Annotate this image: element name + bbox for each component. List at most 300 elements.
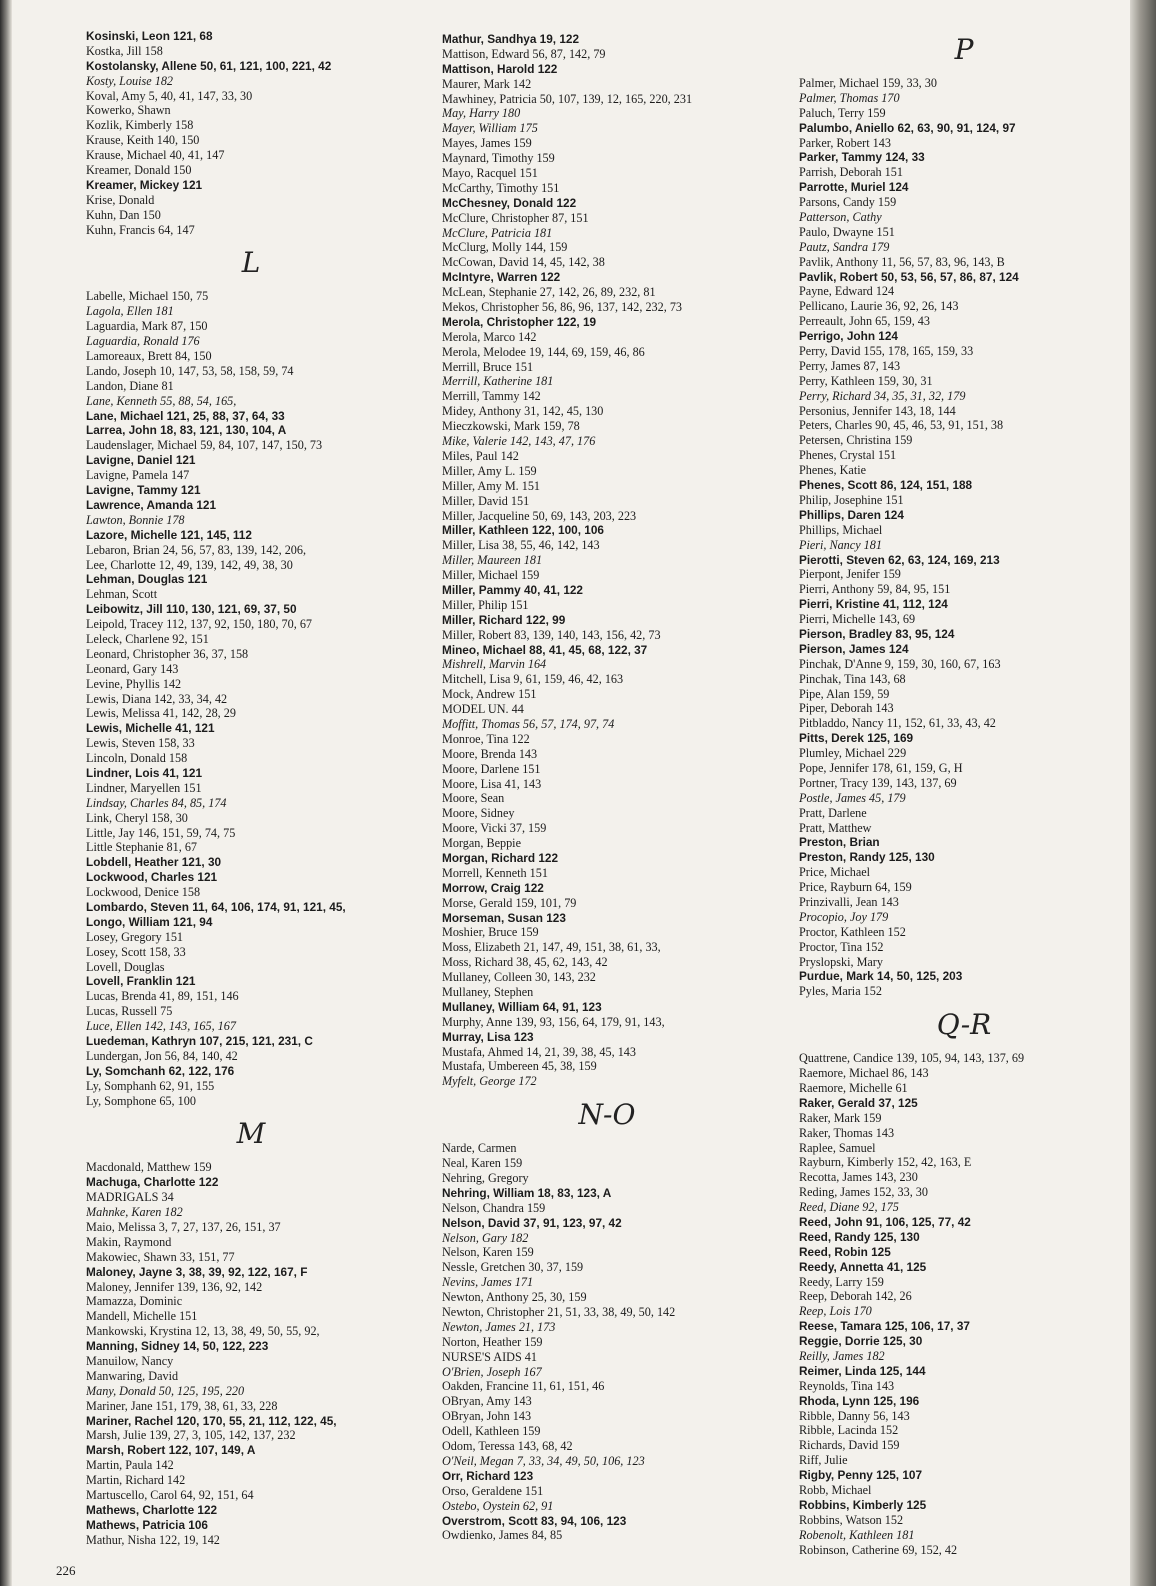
index-entry: Murphy, Anne 139, 93, 156, 64, 179, 91, 143, [442, 1014, 665, 1029]
index-entry: Morse, Gerald 159, 101, 79 [442, 895, 577, 910]
index-entry: Phenes, Katie [799, 463, 867, 478]
index-entry: Losey, Gregory 151 [86, 929, 184, 944]
index-entry: Robb, Michael [799, 1483, 872, 1498]
index-entry: Parrish, Deborah 151 [799, 165, 903, 180]
index-entry: Plumley, Michael 229 [799, 746, 907, 761]
index-entry: Kreamer, Donald 150 [86, 163, 192, 178]
index-entry: Landon, Diane 81 [86, 378, 174, 393]
index-entry: Moss, Elizabeth 21, 147, 49, 151, 38, 61, 33, [442, 940, 661, 955]
index-entry: Pryslopski, Mary [799, 954, 883, 969]
index-entry: Makowiec, Shawn 33, 151, 77 [86, 1249, 235, 1264]
index-entry: Pinchak, D'Anne 9, 159, 30, 160, 67, 163 [799, 656, 1001, 671]
index-entry: Morrell, Kenneth 151 [442, 865, 548, 880]
index-entry: Lavigne, Daniel 121 [86, 453, 196, 468]
index-entry: Pierri, Michelle 143, 69 [799, 612, 916, 627]
index-entry: Mathews, Charlotte 122 [86, 1502, 218, 1517]
index-entry: Robenolt, Kathleen 181 [799, 1527, 915, 1542]
index-entry: Palumbo, Aniello 62, 63, 90, 91, 124, 97 [799, 120, 1016, 135]
index-entry: Kosty, Louise 182 [86, 73, 174, 88]
index-entry: McClure, Christopher 87, 151 [442, 210, 589, 225]
index-entry: Moffitt, Thomas 56, 57, 174, 97, 74 [442, 716, 615, 731]
index-entry: Perrigo, John 124 [799, 329, 898, 344]
index-entry: Raemore, Michael 86, 143 [799, 1066, 929, 1081]
index-entry: Parrotte, Muriel 124 [799, 180, 909, 195]
index-entry: Perry, James 87, 143 [799, 358, 901, 373]
index-entry: Kreamer, Mickey 121 [86, 177, 203, 192]
index-entry: Miller, Amy M. 151 [442, 478, 541, 493]
index-entry: Machuga, Charlotte 122 [86, 1175, 219, 1190]
book-binding-shadow [0, 0, 12, 1586]
index-entry: Reed, Diane 92, 175 [799, 1200, 899, 1215]
index-entry: Reep, Lois 170 [799, 1304, 872, 1319]
index-entry: Miller, Richard 122, 99 [442, 612, 566, 627]
index-entry: Miller, Robert 83, 139, 140, 143, 156, 42, 73 [442, 627, 661, 642]
index-entry: Pitbladdo, Nancy 11, 152, 61, 33, 43, 42 [799, 716, 996, 731]
index-entry: Pyles, Maria 152 [799, 984, 882, 999]
index-entry: Macdonald, Matthew 159 [86, 1160, 212, 1175]
index-entry: Mathur, Nisha 122, 19, 142 [86, 1532, 220, 1547]
index-entry: Lewis, Michelle 41, 121 [86, 721, 215, 736]
index-entry: Ly, Somchanh 62, 122, 176 [86, 1063, 235, 1078]
index-entry: Pierson, Bradley 83, 95, 124 [799, 626, 955, 641]
index-entry: Moore, Sidney [442, 806, 515, 821]
index-entry: Postle, James 45, 179 [799, 790, 906, 805]
index-entry: Larrea, John 18, 83, 121, 130, 104, A [86, 423, 287, 438]
index-entry: Orr, Richard 123 [442, 1468, 534, 1483]
index-entry: Maynard, Timothy 159 [442, 151, 555, 166]
index-entry: Philip, Josephine 151 [799, 492, 904, 507]
index-entry: Purdue, Mark 14, 50, 125, 203 [799, 969, 963, 984]
index-entry: Miller, Amy L. 159 [442, 463, 537, 478]
index-entry: MADRIGALS 34 [86, 1190, 174, 1205]
index-entry: Raemore, Michelle 61 [799, 1081, 908, 1095]
index-entry: OBryan, John 143 [442, 1409, 532, 1424]
index-entry: Lane, Kenneth 55, 88, 54, 165, [86, 393, 237, 408]
index-entry: Reed, John 91, 106, 125, 77, 42 [799, 1215, 971, 1230]
index-entry: Reep, Deborah 142, 26 [799, 1289, 912, 1304]
index-entry: Mishrell, Marvin 164 [442, 657, 547, 672]
index-entry: Mattison, Harold 122 [442, 61, 558, 76]
index-entry: Krause, Keith 140, 150 [86, 133, 200, 148]
index-entry: Leonard, Christopher 36, 37, 158 [86, 646, 249, 661]
index-entry: Krause, Michael 40, 41, 147 [86, 148, 225, 163]
index-entry: Piper, Deborah 143 [799, 701, 894, 716]
index-entry: Oakden, Francine 11, 61, 151, 46 [442, 1379, 605, 1394]
index-entry: Reding, James 152, 33, 30 [799, 1185, 928, 1200]
index-entry: Marsh, Julie 139, 27, 3, 105, 142, 137, 232 [86, 1428, 296, 1443]
index-entry: Raker, Thomas 143 [799, 1125, 895, 1140]
index-entry: Labelle, Michael 150, 75 [86, 289, 209, 304]
index-entry: Rhoda, Lynn 125, 196 [799, 1393, 920, 1408]
index-entry: Pratt, Matthew [799, 820, 872, 835]
index-entry: O'Brien, Joseph 167 [442, 1364, 542, 1379]
index-entry: Newton, Christopher 21, 51, 33, 38, 49, 50, 142 [442, 1305, 676, 1320]
index-entry: Laguardia, Mark 87, 150 [86, 319, 208, 334]
index-entry: Raplee, Samuel [799, 1140, 876, 1155]
index-entry: Longo, William 121, 94 [86, 914, 213, 929]
index-entry: Moore, Lisa 41, 143 [442, 776, 542, 791]
index-entry: Manuilow, Nancy [86, 1354, 174, 1369]
index-entry: Quattrene, Candice 139, 105, 94, 143, 137, 69 [799, 1051, 1025, 1066]
index-entry: McCarthy, Timothy 151 [442, 180, 560, 195]
index-entry: Reilly, James 182 [799, 1349, 885, 1364]
index-entry: Parsons, Candy 159 [799, 195, 897, 210]
index-entry: McIntyre, Warren 122 [442, 270, 561, 285]
index-entry: Miller, Michael 159 [442, 568, 540, 583]
index-entry: Rayburn, Kimberly 152, 42, 163, E [799, 1155, 972, 1170]
index-entry: Pitts, Derek 125, 169 [799, 731, 914, 746]
index-entry: Merola, Melodee 19, 144, 69, 159, 46, 86 [442, 344, 645, 359]
index-entry: Prinzivalli, Jean 143 [799, 894, 899, 909]
index-entry: Norton, Heather 159 [442, 1334, 543, 1349]
index-entry: Lockwood, Denice 158 [86, 885, 201, 900]
index-entry: Moore, Brenda 143 [442, 746, 538, 761]
index-entry: Overstrom, Scott 83, 94, 106, 123 [442, 1513, 627, 1528]
index-entry: Moore, Darlene 151 [442, 761, 541, 776]
index-entry: Phenes, Crystal 151 [799, 448, 897, 463]
index-entry: Lombardo, Steven 11, 64, 106, 174, 91, 121, 45, [86, 899, 346, 914]
index-entry: Owdienko, James 84, 85 [442, 1528, 563, 1543]
index-entry: Moshier, Bruce 159 [442, 925, 539, 940]
index-entry: Merrill, Tammy 142 [442, 389, 541, 404]
index-entry: Ly, Somphone 65, 100 [86, 1093, 196, 1108]
index-entry: Robbins, Watson 152 [799, 1512, 904, 1527]
index-entry: Krise, Donald [86, 192, 155, 207]
index-entry: Mineo, Michael 88, 41, 45, 68, 122, 37 [442, 642, 648, 657]
index-entry: Makin, Raymond [86, 1234, 172, 1249]
index-entry: Reedy, Annetta 41, 125 [799, 1259, 927, 1274]
index-entry: Portner, Tracy 139, 143, 137, 69 [799, 775, 957, 790]
index-entry: Nehring, William 18, 83, 123, A [442, 1185, 612, 1200]
index-entry: Mike, Valerie 142, 143, 47, 176 [442, 434, 596, 449]
index-entry: Nelson, Karen 159 [442, 1245, 534, 1260]
index-entry: O'Neil, Megan 7, 33, 34, 49, 50, 106, 123 [442, 1453, 645, 1468]
index-entry: Pierri, Anthony 59, 84, 95, 151 [799, 582, 951, 597]
index-entry: Mayes, James 159 [442, 136, 532, 151]
index-entry: McCowan, David 14, 45, 142, 38 [442, 255, 605, 270]
index-entry: Miller, David 151 [442, 493, 530, 508]
index-entry: Lee, Charlotte 12, 49, 139, 142, 49, 38, 30 [86, 557, 293, 572]
index-entry: Lawton, Bonnie 178 [86, 512, 185, 527]
index-entry: Perry, Richard 34, 35, 31, 32, 179 [799, 388, 966, 403]
index-entry: Lockwood, Charles 121 [86, 870, 218, 885]
index-entry: Mariner, Jane 151, 179, 38, 61, 33, 228 [86, 1398, 278, 1413]
index-entry: Kostolansky, Allene 50, 61, 121, 100, 221, 42 [86, 58, 332, 73]
index-entry: Lamoreaux, Brett 84, 150 [86, 349, 212, 364]
index-column-3 [799, 24, 1129, 1558]
index-entry: Reynolds, Tina 143 [799, 1378, 895, 1393]
index-entry: Luce, Ellen 142, 143, 165, 167 [86, 1019, 236, 1034]
index-entry: Lazore, Michelle 121, 145, 112 [86, 527, 252, 542]
index-entry: Moore, Vicki 37, 159 [442, 821, 547, 836]
index-entry: Paluch, Terry 159 [799, 105, 886, 120]
index-entry: Orso, Geraldene 151 [442, 1483, 544, 1498]
index-entry: Palmer, Thomas 170 [799, 90, 900, 105]
index-entry: Mullaney, Colleen 30, 143, 232 [442, 970, 596, 985]
section-heading-m: M [236, 1117, 266, 1151]
index-entry: Peters, Charles 90, 45, 46, 53, 91, 151, 38 [799, 418, 1004, 433]
index-entry: Miller, Jacqueline 50, 69, 143, 203, 223 [442, 508, 637, 523]
index-column-1 [86, 29, 416, 1548]
index-entry: Lovell, Douglas [86, 959, 165, 974]
index-entry: Mustafa, Ahmed 14, 21, 39, 38, 45, 143 [442, 1044, 636, 1059]
index-entry: Narde, Carmen [442, 1141, 517, 1156]
index-entry: Reed, Randy 125, 130 [799, 1229, 920, 1244]
index-entry: Proctor, Tina 152 [799, 939, 884, 954]
index-entry: Midey, Anthony 31, 142, 45, 130 [442, 404, 604, 419]
index-entry: Lewis, Steven 158, 33 [86, 736, 195, 751]
index-entry: Lindner, Lois 41, 121 [86, 765, 203, 780]
index-entry: Laudenslager, Michael 59, 84, 107, 147, 150, 73 [86, 438, 323, 453]
section-heading-l: L [241, 246, 261, 280]
index-entry: Reedy, Larry 159 [799, 1274, 884, 1289]
index-entry: Luedeman, Kathryn 107, 215, 121, 231, C [86, 1034, 313, 1048]
index-entry: Martuscello, Carol 64, 92, 151, 64 [86, 1488, 254, 1503]
index-entry: Pinchak, Tina 143, 68 [799, 671, 906, 686]
index-entry: Palmer, Michael 159, 33, 30 [799, 76, 937, 90]
index-entry: MODEL UN. 44 [442, 702, 524, 717]
index-entry: Morgan, Beppie [442, 836, 521, 851]
index-entry: Merrill, Bruce 151 [442, 359, 534, 374]
index-entry: Little, Jay 146, 151, 59, 74, 75 [86, 825, 236, 840]
index-entry: Mahnke, Karen 182 [86, 1205, 183, 1220]
index-entry: Payne, Edward 124 [799, 284, 895, 299]
index-entry: Nevins, James 171 [442, 1275, 534, 1290]
index-entry: Miller, Philip 151 [442, 597, 529, 612]
index-entry: Nessle, Gretchen 30, 37, 159 [442, 1260, 584, 1275]
index-entry: Miller, Lisa 38, 55, 46, 142, 143 [442, 538, 600, 553]
index-entry: Parker, Tammy 124, 33 [799, 150, 925, 165]
index-entry: Martin, Richard 142 [86, 1473, 186, 1488]
index-entry: Miller, Maureen 181 [442, 553, 543, 568]
index-entry: Ly, Somphanh 62, 91, 155 [86, 1078, 215, 1093]
section-heading-p: P [954, 33, 974, 66]
page-number: 226 [56, 1563, 76, 1578]
index-entry: Mariner, Rachel 120, 170, 55, 21, 112, 122, 45, [86, 1413, 337, 1428]
index-entry: Maurer, Mark 142 [442, 76, 532, 91]
index-entry: Price, Rayburn 64, 159 [799, 880, 912, 895]
index-entry: Maio, Melissa 3, 7, 27, 137, 26, 151, 37 [86, 1220, 281, 1235]
index-entry: Koval, Amy 5, 40, 41, 147, 33, 30 [86, 88, 253, 103]
index-entry: Little Stephanie 81, 67 [86, 840, 198, 855]
index-entry: Mamazza, Dominic [86, 1294, 183, 1309]
index-entry: Losey, Scott 158, 33 [86, 944, 186, 959]
index-entry: Mayer, William 175 [442, 121, 538, 136]
index-entry: Mock, Andrew 151 [442, 687, 537, 702]
index-entry: Moss, Richard 38, 45, 62, 143, 42 [442, 955, 608, 970]
index-entry: Lucas, Brenda 41, 89, 151, 146 [86, 989, 239, 1004]
index-entry: Maloney, Jayne 3, 38, 39, 92, 122, 167, F [86, 1264, 308, 1279]
index-entry: Ribble, Danny 56, 143 [799, 1408, 910, 1423]
index-entry: Martin, Paula 142 [86, 1458, 174, 1473]
index-entry: Mieczkowski, Mark 159, 78 [442, 419, 580, 434]
index-entry: Lebaron, Brian 24, 56, 57, 83, 139, 142, 206, [86, 542, 307, 557]
index-entry: Lewis, Melissa 41, 142, 28, 29 [86, 706, 236, 721]
index-entry: Lundergan, Jon 56, 84, 140, 42 [86, 1048, 238, 1063]
index-column-2 [442, 32, 772, 1543]
index-entry: Reggie, Dorrie 125, 30 [799, 1334, 923, 1349]
section-heading-q-r: Q-R [936, 1008, 992, 1042]
index-entry: Lindner, Maryellen 151 [86, 780, 202, 795]
index-entry: Kostka, Jill 158 [86, 43, 163, 58]
index-entry: Marsh, Robert 122, 107, 149, A [86, 1443, 256, 1458]
index-entry: Recotta, James 143, 230 [799, 1170, 918, 1185]
index-entry: Procopio, Joy 179 [799, 909, 889, 924]
index-entry: Pipe, Alan 159, 59 [799, 686, 890, 701]
index-entry: Raker, Mark 159 [799, 1110, 882, 1125]
index-entry: Preston, Randy 125, 130 [799, 850, 935, 865]
index-entry: Kozlik, Kimberly 158 [86, 118, 194, 133]
index-entry: Pautz, Sandra 179 [799, 239, 890, 254]
index-entry: Personius, Jennifer 143, 18, 144 [799, 403, 956, 418]
index-entry: Levine, Phyllis 142 [86, 676, 182, 691]
index-entry: Mustafa, Umbereen 45, 38, 159 [442, 1059, 597, 1074]
index-entry: Reimer, Linda 125, 144 [799, 1363, 926, 1378]
index-entry: Lucas, Russell 75 [86, 1004, 173, 1019]
index-entry: Reed, Robin 125 [799, 1244, 891, 1259]
index-entry: Morseman, Susan 123 [442, 910, 566, 925]
index-entry: NURSE'S AIDS 41 [442, 1349, 537, 1364]
page-edge-shadow [1130, 0, 1156, 1586]
index-entry: Lehman, Scott [86, 587, 158, 602]
index-entry: Mathur, Sandhya 19, 122 [442, 32, 580, 46]
index-entry: Preston, Brian [799, 835, 880, 850]
index-entry: Odom, Teressa 143, 68, 42 [442, 1439, 573, 1454]
index-entry: Patterson, Cathy [799, 210, 882, 225]
index-entry: Riff, Julie [799, 1453, 848, 1468]
index-entry: Reese, Tamara 125, 106, 17, 37 [799, 1319, 970, 1334]
index-entry: Mullaney, Stephen [442, 985, 534, 999]
index-entry: Newton, Anthony 25, 30, 159 [442, 1290, 587, 1305]
index-entry: Neal, Karen 159 [442, 1156, 523, 1171]
index-entry: Mawhiney, Patricia 50, 107, 139, 12, 165, 220, 231 [442, 91, 693, 106]
index-entry: Miller, Pammy 40, 41, 122 [442, 582, 583, 597]
index-entry: McClurg, Molly 144, 159 [442, 240, 568, 255]
index-entry: Pavlik, Anthony 11, 56, 57, 83, 96, 143, B [799, 254, 1005, 269]
index-entry: Pratt, Darlene [799, 805, 867, 820]
index-entry: Pierpont, Jenifer 159 [799, 567, 901, 582]
section-heading-n-o: N-O [578, 1098, 636, 1132]
index-entry: Mathews, Patricia 106 [86, 1517, 208, 1532]
index-entry: Miller, Kathleen 122, 100, 106 [442, 523, 604, 538]
index-entry: Rigby, Penny 125, 107 [799, 1468, 923, 1483]
index-entry: Price, Michael [799, 865, 871, 880]
index-entry: Lindsay, Charles 84, 85, 174 [86, 795, 227, 810]
index-entry: Pope, Jennifer 178, 61, 159, G, H [799, 760, 963, 775]
index-entry: Odell, Kathleen 159 [442, 1424, 541, 1439]
index-entry: Nelson, Chandra 159 [442, 1200, 546, 1215]
index-entry: Mankowski, Krystina 12, 13, 38, 49, 50, 55, 92, [86, 1324, 320, 1339]
index-entry: Leipold, Tracey 112, 137, 92, 150, 180, 70, 67 [86, 617, 313, 632]
index-entry: Pieri, Nancy 181 [799, 537, 882, 552]
index-entry: Petersen, Christina 159 [799, 433, 913, 448]
index-entry: Perry, David 155, 178, 165, 159, 33 [799, 344, 974, 359]
index-entry: Leleck, Charlene 92, 151 [86, 631, 209, 646]
index-entry: Robinson, Catherine 69, 152, 42 [799, 1542, 958, 1557]
index-entry: Nelson, David 37, 91, 123, 97, 42 [442, 1215, 622, 1230]
index-entry: Ostebo, Oystein 62, 91 [442, 1498, 554, 1513]
index-entry: Merola, Christopher 122, 19 [442, 314, 597, 329]
index-entry: Newton, James 21, 173 [442, 1319, 556, 1334]
index-entry: Morgan, Richard 122 [442, 850, 559, 865]
index-entry: Myfelt, George 172 [442, 1074, 537, 1089]
index-entry: Robbins, Kimberly 125 [799, 1497, 927, 1512]
index-entry: Pierri, Kristine 41, 112, 124 [799, 597, 948, 612]
index-entry: Pierson, James 124 [799, 641, 909, 656]
index-entry: Monroe, Tina 122 [442, 731, 530, 746]
index-entry: Nehring, Gregory [442, 1171, 529, 1186]
index-entry: Morrow, Craig 122 [442, 880, 544, 895]
index-entry: Leonard, Gary 143 [86, 661, 179, 676]
index-entry: Lagola, Ellen 181 [86, 304, 174, 319]
index-entry: Kuhn, Francis 64, 147 [86, 222, 195, 237]
index-entry: Pellicano, Laurie 36, 92, 26, 143 [799, 299, 959, 314]
index-entry: Lewis, Diana 142, 33, 34, 42 [86, 691, 228, 706]
index-entry: McLean, Stephanie 27, 142, 26, 89, 232, 81 [442, 285, 656, 300]
index-entry: Mitchell, Lisa 9, 61, 159, 46, 42, 163 [442, 672, 624, 687]
index-entry: OBryan, Amy 143 [442, 1394, 532, 1409]
index-entry: Pierotti, Steven 62, 63, 124, 169, 213 [799, 552, 1000, 567]
index-entry: Kowerko, Shawn [86, 103, 171, 118]
index-entry: McClure, Patricia 181 [442, 225, 553, 240]
index-entry: Richards, David 159 [799, 1438, 900, 1453]
index-entry: Kosinski, Leon 121, 68 [86, 29, 213, 43]
index-entry: McChesney, Donald 122 [442, 195, 577, 210]
index-entry: Maloney, Jennifer 139, 136, 92, 142 [86, 1279, 263, 1294]
index-entry: Laguardia, Ronald 176 [86, 334, 200, 349]
index-entry: Lavigne, Pamela 147 [86, 468, 190, 483]
index-entry: Lincoln, Donald 158 [86, 751, 188, 766]
index-entry: Link, Cheryl 158, 30 [86, 810, 188, 825]
index-entry: Lobdell, Heather 121, 30 [86, 855, 222, 870]
index-entry: Mekos, Christopher 56, 86, 96, 137, 142, 232, 73 [442, 300, 683, 315]
index-entry: Mattison, Edward 56, 87, 142, 79 [442, 46, 606, 61]
index-entry: Miles, Paul 142 [442, 448, 519, 463]
index-entry: Murray, Lisa 123 [442, 1029, 534, 1044]
index-entry: Lovell, Franklin 121 [86, 974, 196, 989]
index-entry: Perry, Kathleen 159, 30, 31 [799, 373, 933, 388]
index-entry: Nelson, Gary 182 [442, 1230, 529, 1245]
index-entry: Phenes, Scott 86, 124, 151, 188 [799, 478, 973, 493]
index-entry: Many, Donald 50, 125, 195, 220 [86, 1383, 245, 1398]
index-entry: Mayo, Racquel 151 [442, 166, 538, 181]
index-entry: Moore, Sean [442, 791, 505, 806]
index-entry: Mullaney, William 64, 91, 123 [442, 999, 602, 1014]
index-entry: Phillips, Michael [799, 522, 883, 537]
index-entry: May, Harry 180 [442, 106, 521, 121]
index-entry: Ribble, Lacinda 152 [799, 1423, 899, 1438]
index-entry: Lawrence, Amanda 121 [86, 497, 217, 512]
index-entry: Merola, Marco 142 [442, 329, 537, 344]
index-entry: Lehman, Douglas 121 [86, 572, 208, 587]
index-entry: Manwaring, David [86, 1368, 179, 1383]
index-entry: Lavigne, Tammy 121 [86, 483, 201, 498]
index-entry: Raker, Gerald 37, 125 [799, 1095, 918, 1110]
index-entry: Kuhn, Dan 150 [86, 207, 161, 222]
index-entry: Paulo, Dwayne 151 [799, 224, 895, 239]
index-entry: Perreault, John 65, 159, 43 [799, 314, 930, 329]
index-entry: Leibowitz, Jill 110, 130, 121, 69, 37, 50 [86, 602, 297, 617]
index-entry: Mandell, Michelle 151 [86, 1309, 198, 1324]
index-entry: Parker, Robert 143 [799, 135, 891, 150]
index-entry: Phillips, Daren 124 [799, 507, 904, 522]
index-entry: Merrill, Katherine 181 [442, 374, 554, 389]
index-entry: Proctor, Kathleen 152 [799, 924, 906, 939]
index-entry: Lane, Michael 121, 25, 88, 37, 64, 33 [86, 408, 285, 423]
index-entry: Manning, Sidney 14, 50, 122, 223 [86, 1339, 269, 1354]
index-entry: Lando, Joseph 10, 147, 53, 58, 158, 59, 74 [86, 363, 294, 378]
index-entry: Pavlik, Robert 50, 53, 56, 57, 86, 87, 124 [799, 269, 1019, 284]
